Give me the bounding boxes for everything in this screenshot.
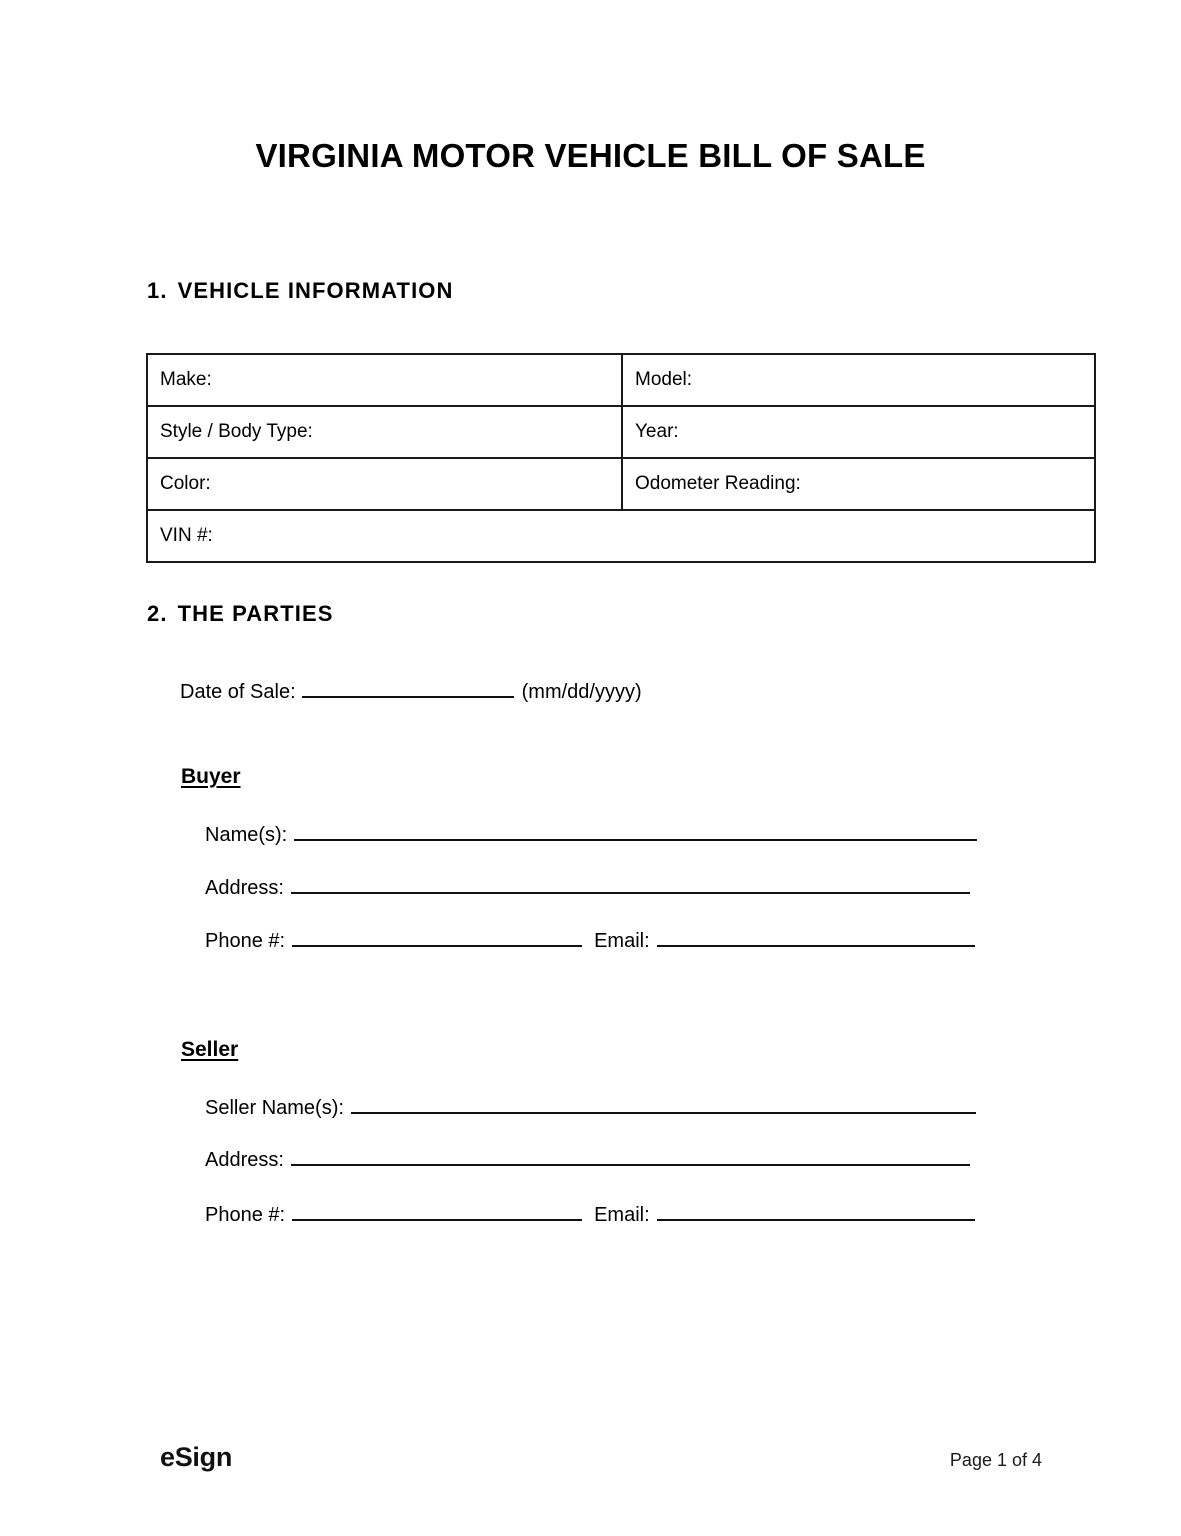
seller-address-input[interactable] bbox=[291, 1148, 970, 1166]
cell-style-body-type[interactable]: Style / Body Type: bbox=[147, 406, 622, 458]
buyer-phone-label: Phone #: bbox=[205, 930, 286, 952]
esign-logo: eSign bbox=[160, 1442, 233, 1472]
seller-phone-input[interactable] bbox=[292, 1203, 582, 1221]
vehicle-information-table bbox=[146, 353, 1096, 563]
cell-year[interactable]: Year: bbox=[622, 406, 1095, 458]
table-row bbox=[147, 510, 1095, 562]
seller-address-row bbox=[205, 1148, 970, 1172]
section-number-1: 1. bbox=[147, 278, 168, 303]
buyer-address-label: Address: bbox=[205, 877, 284, 899]
cell-vin-number[interactable]: VIN #: bbox=[147, 510, 1095, 562]
cell-model[interactable]: Model: bbox=[622, 354, 1095, 406]
table-row bbox=[147, 458, 1095, 510]
buyer-contact-row bbox=[205, 929, 975, 953]
seller-email-input[interactable] bbox=[657, 1203, 975, 1221]
seller-address-label: Address: bbox=[205, 1149, 284, 1171]
buyer-email-label: Email: bbox=[594, 930, 650, 952]
seller-contact-row bbox=[205, 1203, 975, 1227]
seller-name-row bbox=[205, 1096, 976, 1120]
date-of-sale-input[interactable] bbox=[302, 679, 514, 698]
section-label-2: THE PARTIES bbox=[177, 601, 334, 626]
buyer-phone-input[interactable] bbox=[292, 929, 582, 947]
seller-phone-label: Phone #: bbox=[205, 1204, 286, 1226]
section-label-1: VEHICLE INFORMATION bbox=[177, 278, 454, 303]
cell-make[interactable]: Make: bbox=[147, 354, 622, 406]
cell-odometer-reading[interactable]: Odometer Reading: bbox=[622, 458, 1095, 510]
buyer-address-row bbox=[205, 876, 970, 900]
buyer-email-input[interactable] bbox=[657, 929, 975, 947]
buyer-name-row bbox=[205, 823, 977, 847]
date-of-sale-row bbox=[180, 679, 642, 704]
page-title: VIRGINIA MOTOR VEHICLE BILL OF SALE bbox=[255, 137, 926, 174]
seller-name-label: Seller Name(s): bbox=[205, 1097, 344, 1119]
seller-name-input[interactable] bbox=[351, 1096, 976, 1114]
section-number-2: 2. bbox=[147, 601, 168, 626]
page-indicator: Page 1 of 4 bbox=[949, 1450, 1042, 1470]
cell-color[interactable]: Color: bbox=[147, 458, 622, 510]
seller-email-label: Email: bbox=[594, 1204, 650, 1226]
section-heading-vehicle-information bbox=[147, 278, 454, 304]
date-of-sale-format-hint: (mm/dd/yyyy) bbox=[521, 681, 642, 703]
buyer-heading: Buyer bbox=[181, 765, 241, 788]
buyer-name-label: Name(s): bbox=[205, 824, 288, 846]
buyer-name-input[interactable] bbox=[294, 823, 977, 841]
table-row bbox=[147, 406, 1095, 458]
buyer-address-input[interactable] bbox=[291, 876, 970, 894]
table-row bbox=[147, 354, 1095, 406]
section-heading-the-parties bbox=[147, 601, 334, 627]
seller-heading: Seller bbox=[181, 1038, 239, 1061]
date-of-sale-label: Date of Sale: bbox=[180, 681, 296, 703]
